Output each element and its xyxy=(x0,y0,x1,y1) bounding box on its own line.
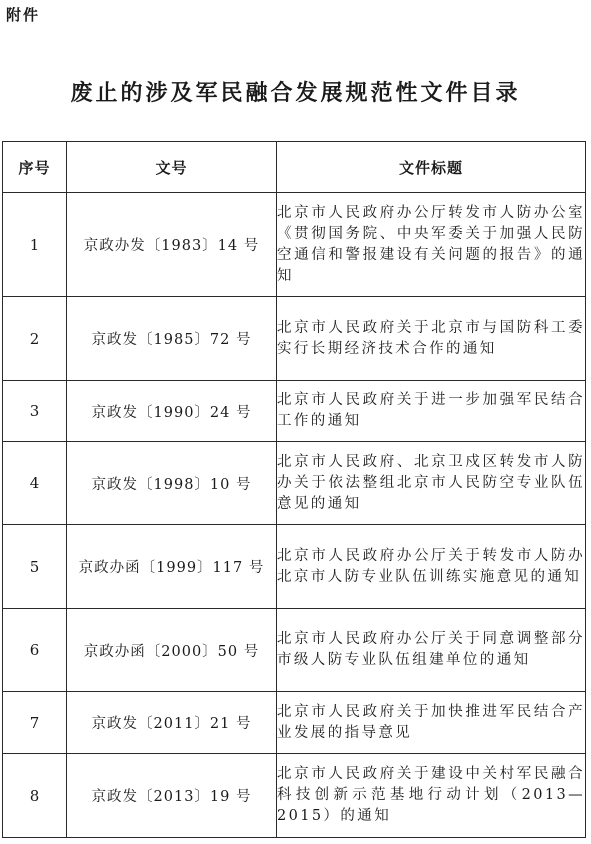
table-row xyxy=(3,297,586,381)
row-doc-title: 北京市人民政府关于加快推进军民结合产业发展的指导意见 xyxy=(277,692,586,754)
header-doc-title: 文件标题 xyxy=(277,142,586,193)
row-seq: 2 xyxy=(3,297,67,381)
row-doc-no: 京政办发〔1983〕14 号 xyxy=(67,193,277,297)
row-doc-title: 北京市人民政府关于进一步加强军民结合工作的通知 xyxy=(277,381,586,442)
table-row xyxy=(3,525,586,609)
table-header-row xyxy=(3,142,586,193)
row-seq: 8 xyxy=(3,754,67,838)
table-row xyxy=(3,442,586,525)
row-doc-title: 北京市人民政府、北京卫戍区转发市人防办关于依法整组北京市人民防空专业队伍意见的通知 xyxy=(277,442,586,525)
document-title: 废止的涉及军民融合发展规范性文件目录 xyxy=(70,80,521,106)
table-row xyxy=(3,692,586,754)
row-doc-title: 北京市人民政府关于北京市与国防科工委实行长期经济技术合作的通知 xyxy=(277,297,586,381)
row-doc-no: 京政发〔1985〕72 号 xyxy=(67,297,277,381)
table-row xyxy=(3,609,586,692)
header-seq: 序号 xyxy=(3,142,67,193)
catalog-table xyxy=(2,141,586,838)
row-seq: 7 xyxy=(3,692,67,754)
row-doc-no: 京政发〔1990〕24 号 xyxy=(67,381,277,442)
row-doc-title: 北京市人民政府办公厅关于转发市人防办北京市人防专业队伍训练实施意见的通知 xyxy=(277,525,586,609)
row-doc-title: 北京市人民政府关于建设中关村军民融合科技创新示范基地行动计划（2013—2015）的通知 xyxy=(277,754,586,838)
table-row xyxy=(3,193,586,297)
row-seq: 6 xyxy=(3,609,67,692)
row-doc-title: 北京市人民政府办公厅关于同意调整部分市级人防专业队伍组建单位的通知 xyxy=(277,609,586,692)
row-seq: 1 xyxy=(3,193,67,297)
header-doc-no: 文号 xyxy=(67,142,277,193)
row-seq: 5 xyxy=(3,525,67,609)
row-doc-no: 京政发〔1998〕10 号 xyxy=(67,442,277,525)
row-doc-no: 京政办函〔2000〕50 号 xyxy=(67,609,277,692)
row-doc-no: 京政发〔2011〕21 号 xyxy=(67,692,277,754)
row-doc-title: 北京市人民政府办公厅转发市人防办公室《贯彻国务院、中央军委关于加强人民防空通信和警报建设有关问题的报告》的通知 xyxy=(277,193,586,297)
row-seq: 3 xyxy=(3,381,67,442)
attachment-label: 附件 xyxy=(6,6,41,24)
row-doc-no: 京政发〔2013〕19 号 xyxy=(67,754,277,838)
table-row xyxy=(3,381,586,442)
row-seq: 4 xyxy=(3,442,67,525)
row-doc-no: 京政办函〔1999〕117 号 xyxy=(67,525,277,609)
table-row xyxy=(3,754,586,838)
